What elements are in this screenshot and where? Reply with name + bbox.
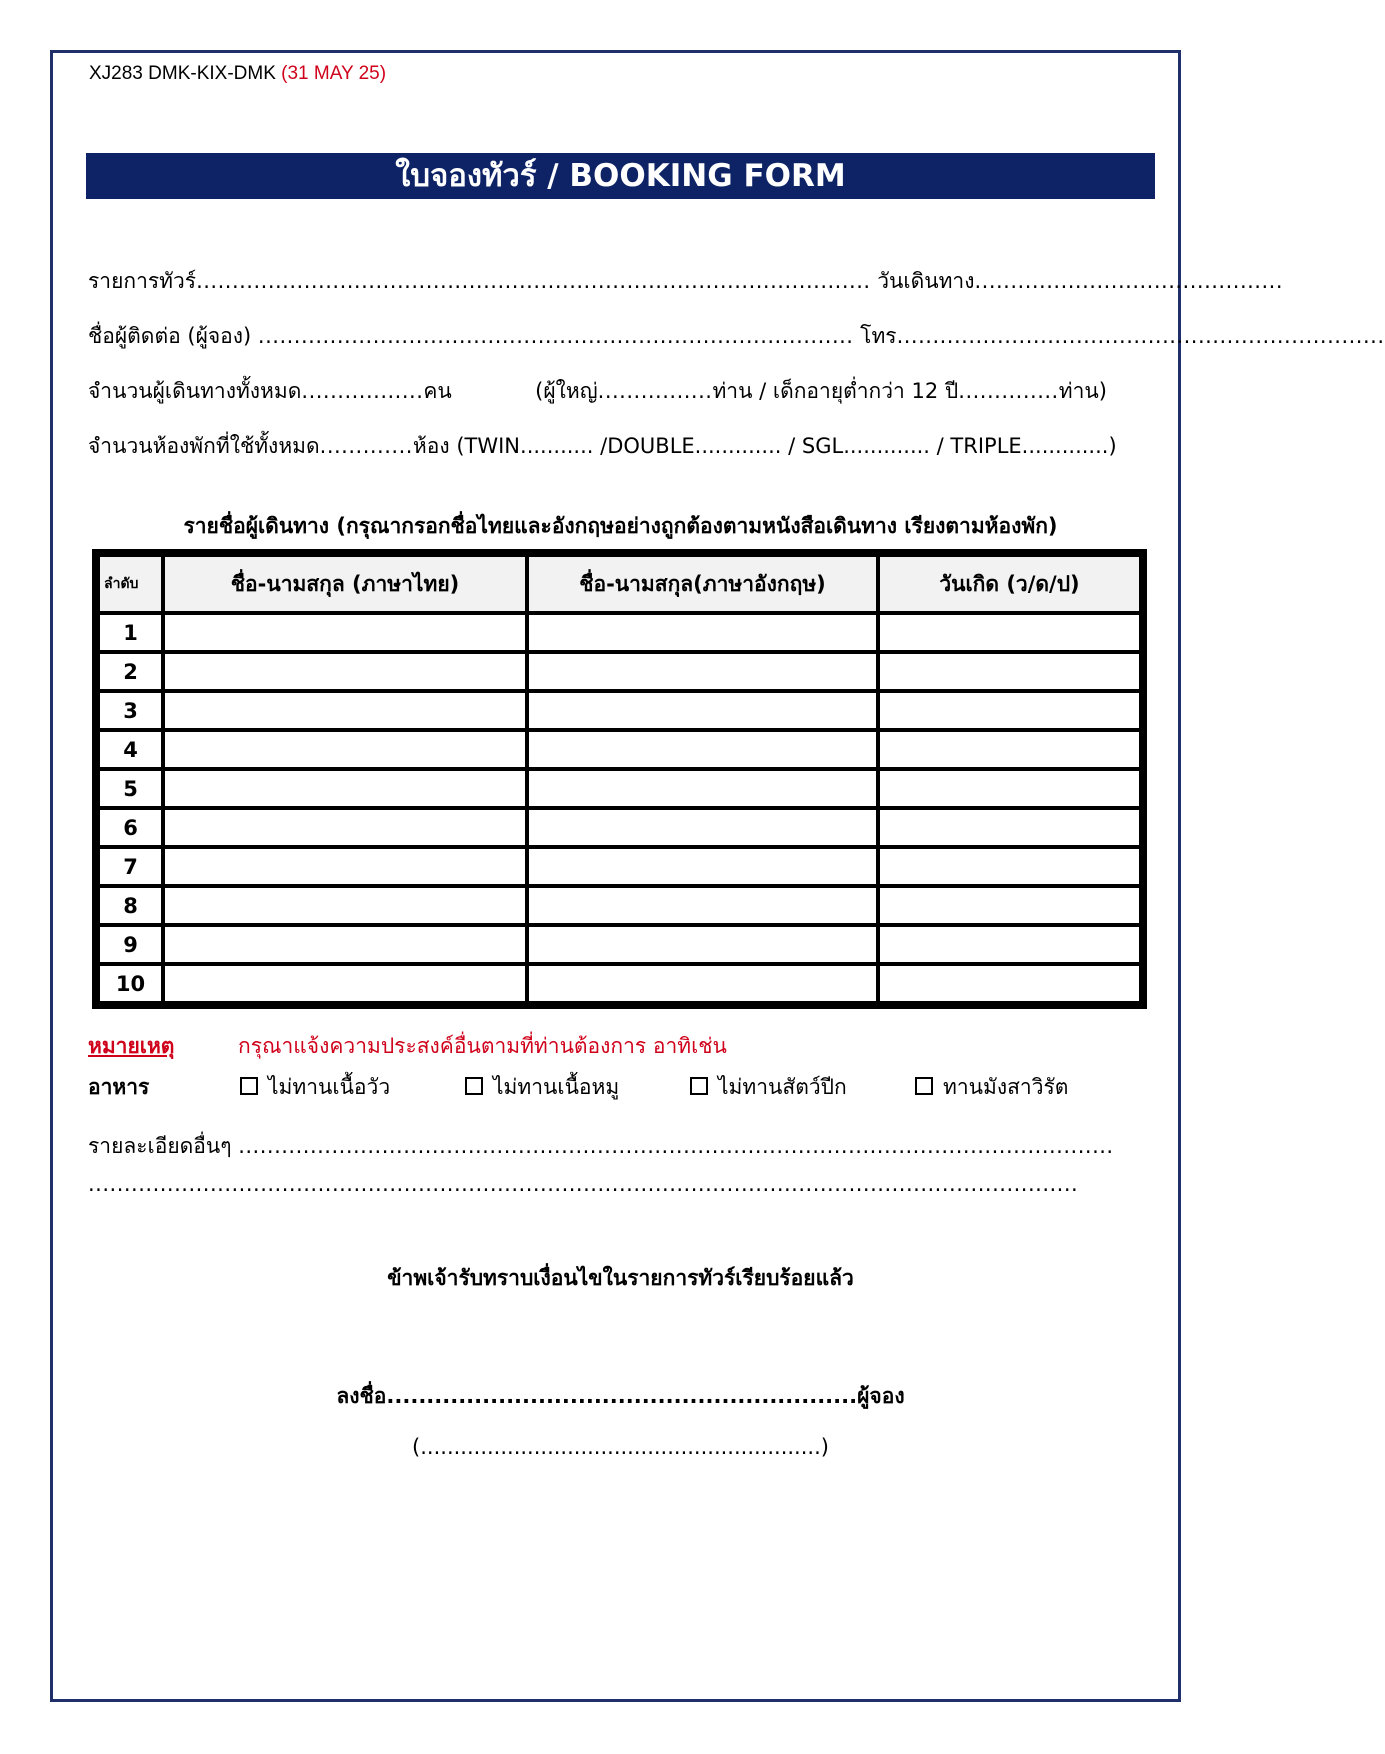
english-name-cell[interactable] [528,809,877,846]
table-row [99,731,1140,768]
row-number: 1 [99,614,162,651]
english-name-cell[interactable] [528,614,877,651]
signature-label: ลงชื่อ [336,1384,387,1408]
english-name-cell[interactable] [528,731,877,768]
birthdate-cell[interactable] [879,692,1140,729]
col-english-name: ชื่อ-นามสกุล(ภาษาอังกฤษ) [528,556,877,612]
row-number: 10 [99,965,162,1002]
food-option-label: ไม่ทานเนื้อวัว [268,1075,391,1099]
phone-field[interactable]: .................................................................... [896,324,1385,348]
checkbox-icon[interactable] [915,1077,933,1095]
tour-field[interactable]: .............................................................................................. [196,269,871,293]
adult-label: (ผู้ใหญ่ [535,379,598,403]
child-field[interactable]: .............. [958,379,1059,403]
table-row [99,614,1140,651]
details-line [88,1130,1153,1163]
details-line-2 [88,1172,1153,1196]
contact-line [88,320,1385,353]
note-text: กรุณาแจ้งความประสงค์อื่นตามที่ท่านต้องการ อาทิเช่น [238,1034,727,1058]
triple-field[interactable]: / TRIPLE.............) [936,434,1117,458]
signature-name-field[interactable]: (............................................................) [412,1435,829,1459]
food-option-label: ไม่ทานสัตว์ปีก [718,1075,847,1099]
pax-unit: คน [423,379,452,403]
row-number: 2 [99,653,162,690]
thai-name-cell[interactable] [164,848,526,885]
thai-name-cell[interactable] [164,653,526,690]
checkbox-icon[interactable] [465,1077,483,1095]
rooms-field[interactable]: ............. [319,434,413,458]
birthdate-cell[interactable] [879,965,1140,1002]
signature-line [88,1380,1153,1413]
birthdate-cell[interactable] [879,809,1140,846]
thai-name-cell[interactable] [164,809,526,846]
food-label: อาหาร [88,1075,150,1099]
pax-line [88,375,1153,408]
twin-field[interactable]: (TWIN........... [456,434,594,458]
row-number: 9 [99,926,162,963]
thai-name-cell[interactable] [164,731,526,768]
table-row [99,848,1140,885]
table-row [99,887,1140,924]
col-birthdate: วันเกิด (ว/ด/ป) [879,556,1140,612]
col-order: ลำดับ [99,556,162,612]
food-option-no-pork[interactable] [465,1071,619,1104]
checkbox-icon[interactable] [690,1077,708,1095]
checkbox-icon[interactable] [240,1077,258,1095]
rooms-line [88,430,1153,463]
food-option-vegetarian[interactable] [915,1071,1068,1104]
row-number: 8 [99,887,162,924]
english-name-cell[interactable] [528,848,877,885]
signature-field[interactable]: ........................................................... [386,1384,858,1408]
food-option-no-poultry[interactable] [690,1071,847,1104]
birthdate-cell[interactable] [879,653,1140,690]
form-title: ใบจองทัวร์ / BOOKING FORM [86,153,1155,199]
col-thai-name: ชื่อ-นามสกุล (ภาษาไทย) [164,556,526,612]
rooms-unit: ห้อง [412,434,450,458]
adult-field[interactable]: ................ [597,379,713,403]
contact-label: ชื่อผู้ติดต่อ (ผู้จอง) [88,324,252,348]
thai-name-cell[interactable] [164,614,526,651]
details-field[interactable]: .......................................................................................................................... [238,1134,1114,1158]
phone-label: โทร [860,324,897,348]
flight-date: (31 MAY 25) [281,63,387,84]
birthdate-cell[interactable] [879,926,1140,963]
thai-name-cell[interactable] [164,887,526,924]
table-row [99,926,1140,963]
table-row [99,770,1140,807]
pax-total-label: จำนวนผู้เดินทางทั้งหมด [88,379,302,403]
flight-code [89,63,386,85]
note-label: หมายเหตุ [88,1034,175,1058]
pax-total-field[interactable]: ................. [301,379,424,403]
english-name-cell[interactable] [528,965,877,1002]
table-row [99,692,1140,729]
birthdate-cell[interactable] [879,731,1140,768]
row-number: 3 [99,692,162,729]
birthdate-cell[interactable] [879,614,1140,651]
passenger-section-title: รายชื่อผู้เดินทาง (กรุณากรอกชื่อไทยและอังกฤษอย่างถูกต้องตามหนังสือเดินทาง เรียงตามห้องพัก) [183,514,1058,538]
birthdate-cell[interactable] [879,848,1140,885]
thai-name-cell[interactable] [164,926,526,963]
row-number: 6 [99,809,162,846]
rooms-label: จำนวนห้องพักที่ใช้ทั้งหมด [88,434,320,458]
tour-line [88,265,1284,298]
table-row [99,809,1140,846]
thai-name-cell[interactable] [164,770,526,807]
birthdate-cell[interactable] [879,887,1140,924]
passenger-table [92,549,1147,1009]
table-header-row [99,556,1140,612]
english-name-cell[interactable] [528,653,877,690]
english-name-cell[interactable] [528,692,877,729]
child-unit: ท่าน) [1058,379,1107,403]
row-number: 4 [99,731,162,768]
food-option-label: ทานมังสาวิรัต [943,1075,1069,1099]
birthdate-cell[interactable] [879,770,1140,807]
thai-name-cell[interactable] [164,692,526,729]
food-option-no-beef[interactable] [240,1071,390,1104]
row-number: 7 [99,848,162,885]
tour-label: รายการทัวร์ [88,269,197,293]
double-field[interactable]: /DOUBLE............. [600,434,782,458]
food-option-label: ไม่ทานเนื้อหมู [493,1075,620,1099]
acknowledgement: ข้าพเจ้ารับทราบเงื่อนไขในรายการทัวร์เรียบร้อยแล้ว [387,1266,854,1290]
english-name-cell[interactable] [528,770,877,807]
adult-unit: ท่าน / เด็กอายุต่ำกว่า 12 ปี [712,379,959,403]
thai-name-cell[interactable] [164,965,526,1002]
english-name-cell[interactable] [528,926,877,963]
table-row [99,965,1140,1002]
details-label: รายละเอียดอื่นๆ [88,1134,232,1158]
flight-route: XJ283 DMK-KIX-DMK [89,63,276,84]
sgl-field[interactable]: / SGL............. [788,434,930,458]
contact-field[interactable]: ................................................................................... [257,324,854,348]
signature-role: ผู้จอง [857,1384,905,1408]
depart-label: วันเดินทาง [877,269,975,293]
row-number: 5 [99,770,162,807]
english-name-cell[interactable] [528,887,877,924]
details-field-2[interactable]: .......................................................................................................................................... [88,1172,1079,1196]
table-row [99,653,1140,690]
depart-field[interactable]: ........................................... [974,269,1284,293]
